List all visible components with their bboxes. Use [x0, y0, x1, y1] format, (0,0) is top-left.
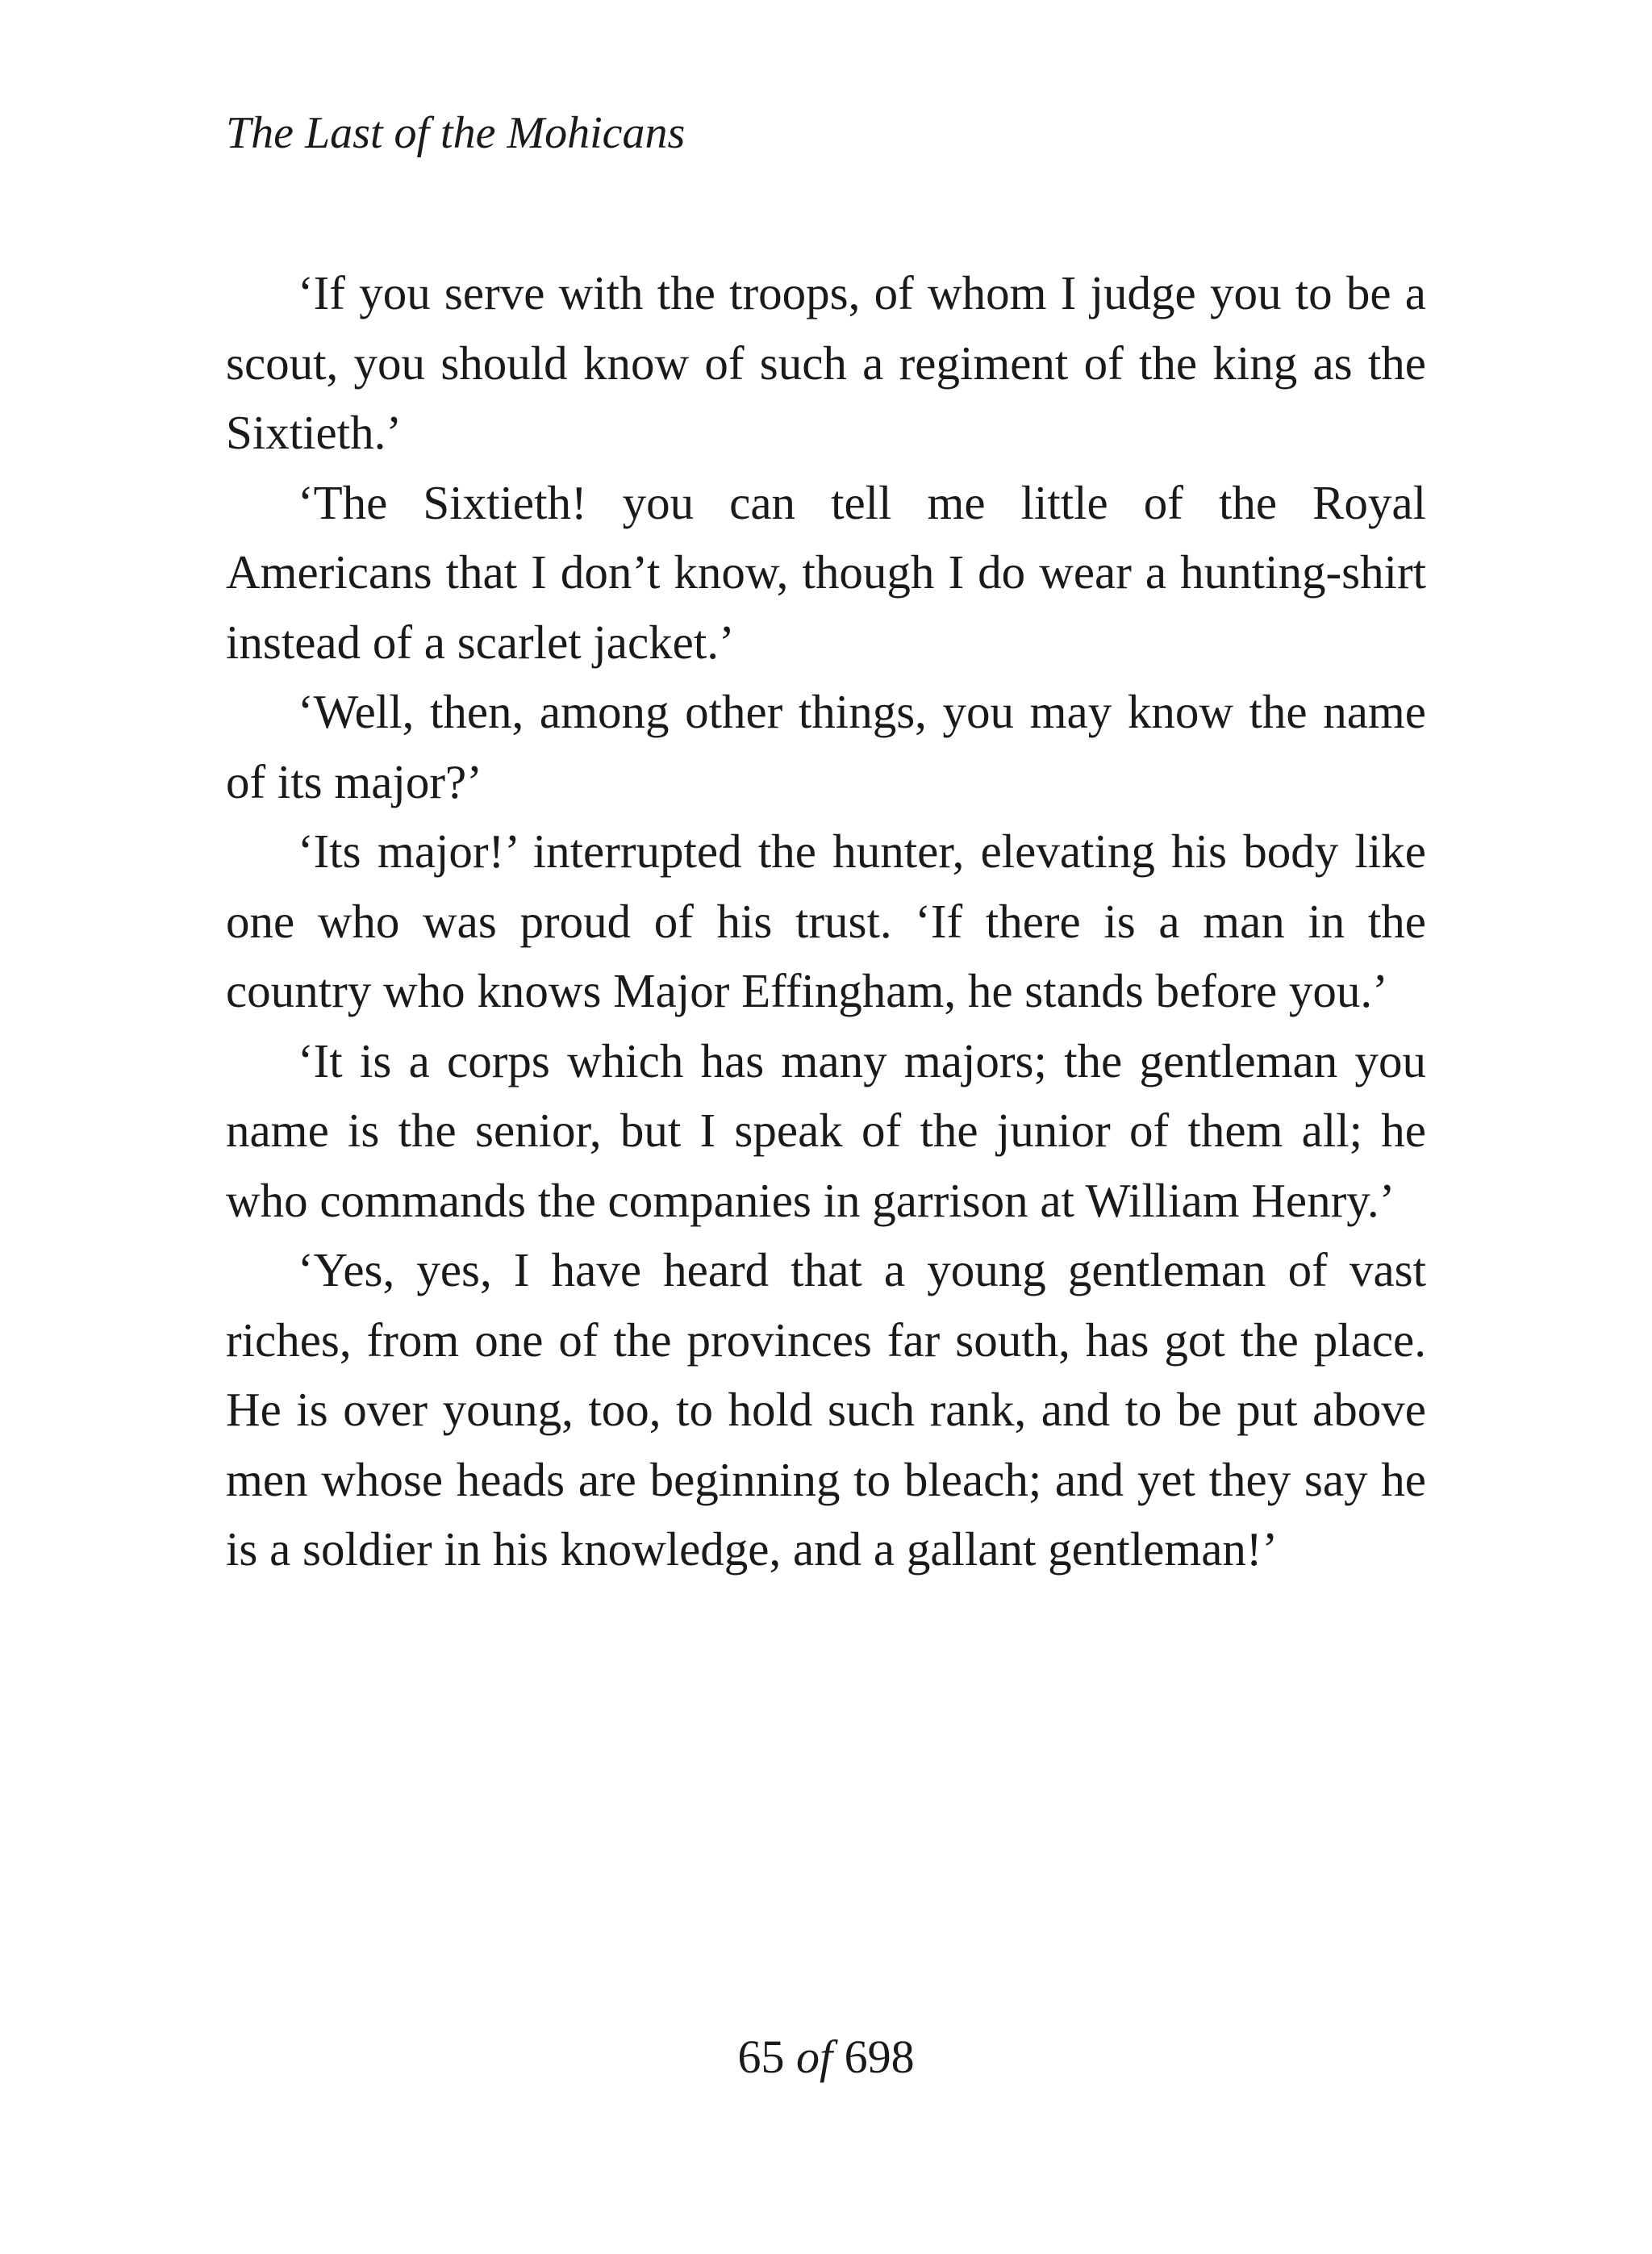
running-title: The Last of the Mohicans	[226, 108, 686, 158]
page-body	[226, 258, 1426, 1584]
page-of-word: of	[795, 2031, 833, 2083]
paragraph: ‘It is a corps which has many majors; the gentleman you name is the senior, but I speak of the junior of them all; he who commands the companies in garrison at William Henry.’	[226, 1033, 1426, 1227]
page-number	[0, 2031, 1652, 2084]
paragraph: ‘Yes, yes, I have heard that a young gentleman of vast riches, from one of the provinces far south, has got the place. He is over young, too, to hold such rank, and to be put above men whose heads are beginning to bleach; and yet they say he is a soldier in his knowledge, and a gallant gentleman!’	[226, 1243, 1426, 1576]
paragraph: ‘Its major!’ interrupted the hunter, elevating his body like one who was proud of his trust. ‘If there is a man in the country who knows Major Effingham, he stands before you.’	[226, 824, 1426, 1017]
paragraph: ‘If you serve with the troops, of whom I judge you to be a scout, you should know of such a regiment of the king as the Sixtieth.’	[226, 266, 1426, 459]
current-page-number: 65	[737, 2031, 785, 2083]
paragraph: ‘The Sixtieth! you can tell me little of the Royal Americans that I don’t know, though I do wear a hunting-shirt instead of a scarlet jacket.’	[226, 475, 1426, 669]
paragraph: ‘Well, then, among other things, you may know the name of its major?’	[226, 685, 1426, 808]
total-page-count: 698	[844, 2031, 915, 2083]
